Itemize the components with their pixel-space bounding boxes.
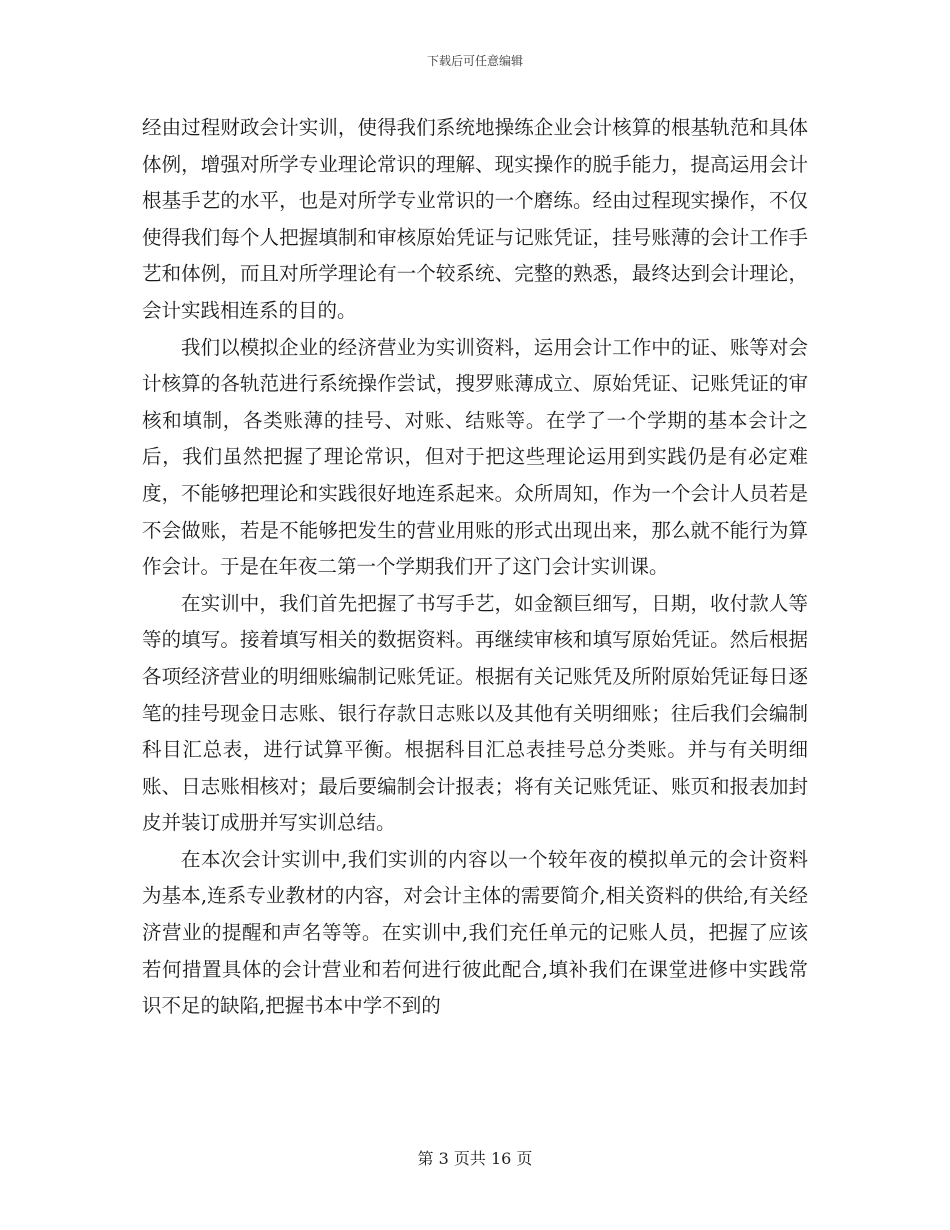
paragraph-4: 在本次会计实训中,我们实训的内容以一个较年夜的模拟单元的会计资料为基本,连系专业教材的内容，对会计主体的需要简介,相关资料的供给,有关经济营业的提醒和声名等等。在实训中,我们充任单元的记账人员，把握了应该若何措置具体的会计营业和若何进行彼此配合,填补我们在课堂进修中实践常识不足的缺陷,把握书本中学不到的 [142, 847, 808, 1018]
paragraph-1: 经由过程财政会计实训，使得我们系统地操练企业会计核算的根基轨范和具体体例，增强对所学专业理论常识的理解、现实操作的脱手能力，提高运用会计根基手艺的水平，也是对所学专业常识的一个磨练。经由过程现实操作，不仅使得我们每个人把握填制和审核原始凭证与记账凭证，挂号账薄的会计工作手艺和体例，而且对所学理论有一个较系统、完整的熟悉，最终达到会计理论，会计实践相连系的目的。 [142, 116, 808, 322]
paragraph-3: 在实训中，我们首先把握了书写手艺，如金额巨细写，日期，收付款人等等的填写。接着填写相关的数据资料。再继续审核和填写原始凭证。然后根据各项经济营业的明细账编制记账凭证。根据有关记账凭及所附原始凭证每日逐笔的挂号现金日志账、银行存款日志账以及其他有关明细账；往后我们会编制科目汇总表，进行试算平衡。根据科目汇总表挂号总分类账。并与有关明细账、日志账相核对；最后要编制会计报表；将有关记账凭证、账页和报表加封皮并装订成册并写实训总结。 [142, 591, 808, 835]
page-header: 下载后可任意编辑 [426, 54, 523, 68]
document-body [142, 110, 808, 1025]
paragraph-2: 我们以模拟企业的经济营业为实训资料，运用会计工作中的证、账等对会计核算的各轨范进行系统操作尝试，搜罗账薄成立、原始凭证、记账凭证的审核和填制，各类账薄的挂号、对账、结账等。在学了一个学期的基本会计之后，我们虽然把握了理论常识，但对于把这些理论运用到实践仍是有必定难度，不能够把理论和实践很好地连系起来。众所周知，作为一个会计人员若是不会做账，若是不能够把发生的营业用账的形式出现出来，那么就不能行为算作会计。于是在年夜二第一个学期我们开了这门会计实训课。 [142, 335, 808, 579]
page-footer: 第 3 页共 16 页 [417, 1149, 533, 1168]
